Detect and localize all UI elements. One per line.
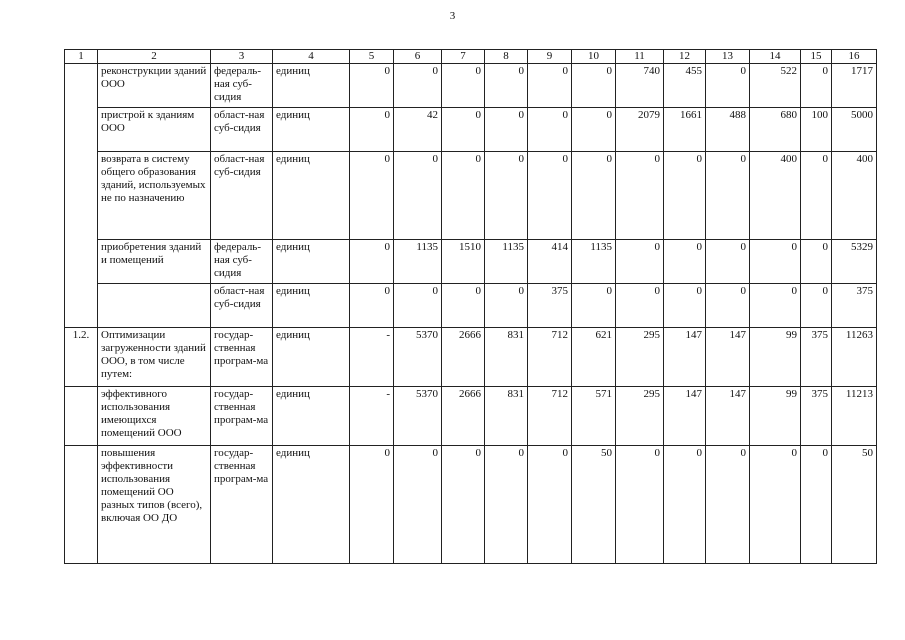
value-cell: 1135: [394, 240, 442, 284]
page-number: 3: [449, 10, 456, 22]
value-cell: 0: [394, 64, 442, 108]
table-row: [65, 284, 877, 328]
value-cell: 1717: [832, 64, 877, 108]
description-cell: эффективного использования имеющихся помещений ООО: [98, 387, 211, 446]
value-cell: 0: [485, 108, 528, 152]
value-cell: 0: [442, 64, 485, 108]
unit-cell: единиц: [273, 328, 350, 387]
value-cell: 99: [750, 328, 801, 387]
col-header: 11: [616, 50, 664, 64]
value-cell: 0: [442, 108, 485, 152]
value-cell: 0: [706, 446, 750, 564]
value-cell: -: [350, 387, 394, 446]
description-cell: [98, 284, 211, 328]
funding-source-cell: област-ная суб-сидия: [211, 108, 273, 152]
value-cell: 0: [706, 240, 750, 284]
value-cell: 571: [572, 387, 616, 446]
value-cell: 5370: [394, 387, 442, 446]
value-cell: 0: [616, 446, 664, 564]
value-cell: 0: [485, 284, 528, 328]
value-cell: 0: [528, 152, 572, 240]
value-cell: 0: [442, 446, 485, 564]
value-cell: 0: [801, 64, 832, 108]
value-cell: 400: [832, 152, 877, 240]
value-cell: 0: [664, 284, 706, 328]
funding-source-cell: государ-ственная програм-ма: [211, 446, 273, 564]
col-header: 9: [528, 50, 572, 64]
value-cell: 0: [485, 152, 528, 240]
table-row: [65, 152, 877, 240]
value-cell: 455: [664, 64, 706, 108]
value-cell: 621: [572, 328, 616, 387]
value-cell: 831: [485, 387, 528, 446]
col-header: 4: [273, 50, 350, 64]
value-cell: 147: [706, 387, 750, 446]
value-cell: 522: [750, 64, 801, 108]
value-cell: 0: [485, 446, 528, 564]
value-cell: 740: [616, 64, 664, 108]
value-cell: 0: [528, 446, 572, 564]
value-cell: 2666: [442, 328, 485, 387]
value-cell: 712: [528, 328, 572, 387]
value-cell: 0: [528, 64, 572, 108]
col-header: 5: [350, 50, 394, 64]
row-number-cell: [65, 64, 98, 328]
value-cell: 0: [394, 284, 442, 328]
col-header: 7: [442, 50, 485, 64]
value-cell: 0: [350, 152, 394, 240]
description-cell: реконструкции зданий ООО: [98, 64, 211, 108]
value-cell: 50: [572, 446, 616, 564]
value-cell: 99: [750, 387, 801, 446]
col-header: 16: [832, 50, 877, 64]
unit-cell: единиц: [273, 64, 350, 108]
value-cell: 488: [706, 108, 750, 152]
funding-source-cell: государ-ственная програм-ма: [211, 387, 273, 446]
value-cell: 0: [350, 108, 394, 152]
funding-source-cell: федераль-ная суб-сидия: [211, 64, 273, 108]
value-cell: 0: [750, 284, 801, 328]
col-header: 10: [572, 50, 616, 64]
value-cell: 712: [528, 387, 572, 446]
unit-cell: единиц: [273, 152, 350, 240]
row-number-cell: [65, 446, 98, 564]
col-header: 8: [485, 50, 528, 64]
value-cell: 0: [442, 152, 485, 240]
col-header: 14: [750, 50, 801, 64]
value-cell: 0: [572, 64, 616, 108]
description-cell: пристрой к зданиям ООО: [98, 108, 211, 152]
description-cell: повышения эффективности использования помещений ОО разных типов (всего), включая ОО ДО: [98, 446, 211, 564]
col-header: 15: [801, 50, 832, 64]
value-cell: 0: [664, 446, 706, 564]
value-cell: 0: [442, 284, 485, 328]
funding-source-cell: государ-ственная програм-ма: [211, 328, 273, 387]
value-cell: 5000: [832, 108, 877, 152]
value-cell: 1135: [572, 240, 616, 284]
value-cell: 0: [706, 152, 750, 240]
value-cell: 295: [616, 387, 664, 446]
value-cell: 0: [572, 108, 616, 152]
funding-source-cell: федераль-ная суб-сидия: [211, 240, 273, 284]
value-cell: 0: [350, 284, 394, 328]
value-cell: 831: [485, 328, 528, 387]
unit-cell: единиц: [273, 108, 350, 152]
value-cell: 1510: [442, 240, 485, 284]
unit-cell: единиц: [273, 387, 350, 446]
value-cell: 0: [616, 284, 664, 328]
value-cell: 680: [750, 108, 801, 152]
value-cell: 414: [528, 240, 572, 284]
value-cell: 147: [664, 387, 706, 446]
col-header: 6: [394, 50, 442, 64]
value-cell: 1661: [664, 108, 706, 152]
value-cell: 375: [528, 284, 572, 328]
value-cell: 0: [616, 152, 664, 240]
table-row: [65, 240, 877, 284]
value-cell: 0: [616, 240, 664, 284]
value-cell: 0: [750, 240, 801, 284]
value-cell: 0: [664, 240, 706, 284]
funding-source-cell: област-ная суб-сидия: [211, 284, 273, 328]
table-row: [65, 328, 877, 387]
value-cell: 11263: [832, 328, 877, 387]
value-cell: 11213: [832, 387, 877, 446]
value-cell: 375: [832, 284, 877, 328]
value-cell: 5329: [832, 240, 877, 284]
value-cell: 50: [832, 446, 877, 564]
col-header: 3: [211, 50, 273, 64]
value-cell: 0: [394, 446, 442, 564]
unit-cell: единиц: [273, 240, 350, 284]
row-number-cell: [65, 387, 98, 446]
table-row: [65, 108, 877, 152]
description-cell: Оптимизации загруженности зданий ООО, в том числе путем:: [98, 328, 211, 387]
col-header: 13: [706, 50, 750, 64]
value-cell: 5370: [394, 328, 442, 387]
value-cell: 100: [801, 108, 832, 152]
value-cell: 0: [801, 284, 832, 328]
value-cell: 0: [801, 240, 832, 284]
table-row: [65, 446, 877, 564]
value-cell: 400: [750, 152, 801, 240]
value-cell: 295: [616, 328, 664, 387]
value-cell: 0: [801, 446, 832, 564]
data-table: [64, 49, 877, 564]
table-row: [65, 64, 877, 108]
value-cell: 0: [706, 284, 750, 328]
row-number-cell: 1.2.: [65, 328, 98, 387]
value-cell: -: [350, 328, 394, 387]
value-cell: 0: [664, 152, 706, 240]
value-cell: 0: [801, 152, 832, 240]
unit-cell: единиц: [273, 446, 350, 564]
value-cell: 1135: [485, 240, 528, 284]
description-cell: приобретения зданий и помещений: [98, 240, 211, 284]
table-row: [65, 387, 877, 446]
col-header: 12: [664, 50, 706, 64]
value-cell: 0: [394, 152, 442, 240]
value-cell: 0: [485, 64, 528, 108]
description-cell: возврата в систему общего образования зданий, используемых не по назначению: [98, 152, 211, 240]
col-header: 2: [98, 50, 211, 64]
value-cell: 0: [706, 64, 750, 108]
value-cell: 0: [750, 446, 801, 564]
value-cell: 147: [664, 328, 706, 387]
value-cell: 0: [350, 446, 394, 564]
col-header: 1: [65, 50, 98, 64]
header-row: [65, 50, 877, 64]
value-cell: 42: [394, 108, 442, 152]
funding-source-cell: област-ная суб-сидия: [211, 152, 273, 240]
value-cell: 2079: [616, 108, 664, 152]
value-cell: 2666: [442, 387, 485, 446]
value-cell: 375: [801, 387, 832, 446]
unit-cell: единиц: [273, 284, 350, 328]
value-cell: 0: [572, 152, 616, 240]
value-cell: 0: [572, 284, 616, 328]
value-cell: 375: [801, 328, 832, 387]
value-cell: 0: [350, 64, 394, 108]
value-cell: 147: [706, 328, 750, 387]
value-cell: 0: [528, 108, 572, 152]
value-cell: 0: [350, 240, 394, 284]
